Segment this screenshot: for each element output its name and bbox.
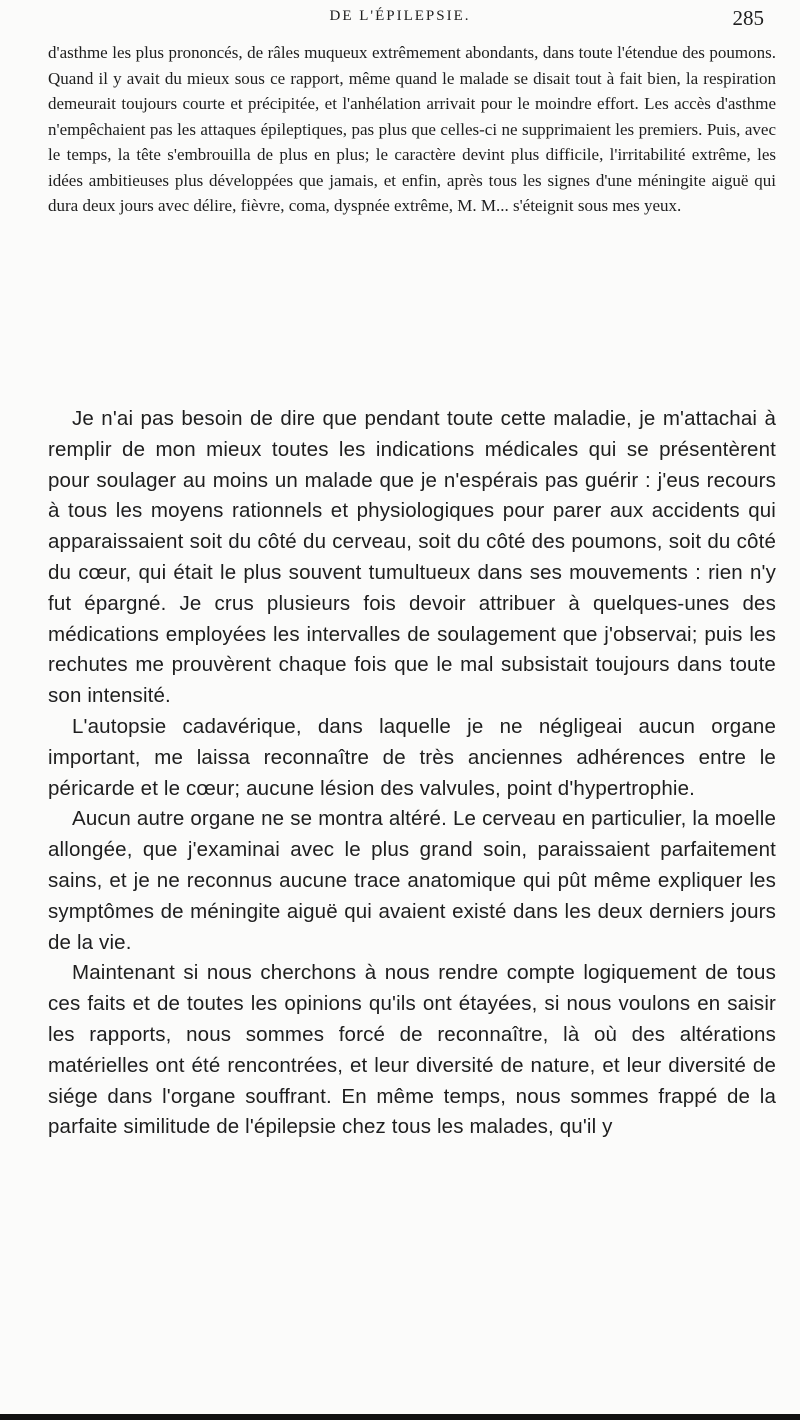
paragraph-other-organs: Aucun autre organe ne se montra altéré. Le cerveau en particulier, la moelle allongée, que j'examinai avec le plus grand soin, paraissaient parfaitement sains, et je ne reconnus aucune trace anatomique qui pût même expliquer les symptômes de méningite aiguë qui avaient existé dans les deux derniers jours de la vie. (48, 807, 776, 954)
main-text-block (48, 404, 776, 1143)
running-title: DE L'ÉPILEPSIE. (329, 8, 471, 24)
page-number: 285 (732, 6, 764, 30)
paragraph-conclusion: Maintenant si nous cherchons à nous rendre compte logiquement de tous ces faits et de toutes les opinions qu'ils ont étayées, si nous voulons en saisir les rapports, nous sommes forcé de reconnaître, là où des altérations matérielles ont été rencontrées, et leur diversité de nature, et leur diversité de siége dans l'organe souffrant. En même temps, nous sommes frappé de la parfaite similitude de l'épilepsie chez tous les malades, qu'il y (48, 961, 776, 1139)
case-continuation-block (48, 40, 776, 219)
paragraph-autopsy: L'autopsie cadavérique, dans laquelle je ne négligeai aucun organe important, me laissa reconnaître de très anciennes adhérences entre le péricarde et le cœur; aucune lésion des valvules, point d'hypertrophie. (48, 714, 776, 800)
paragraph-treatment: Je n'ai pas besoin de dire que pendant toute cette maladie, je m'attachai à remplir de mon mieux toutes les indications médicales qui se présentèrent pour soulager au moins un malade que je n'espérais pas guérir : j'eus recours à tous les moyens rationnels et physiologiques pour parer aux accidents qui apparaissaient soit du côté du cerveau, soit du côté des poumons, soit du côté du cœur, qui était le plus souvent tumultueux dans ses mouvements : rien n'y fut épargné. Je crus plusieurs fois devoir attribuer à quelques-unes des médications employées les intervalles de soulagement que j'observai; puis les rechutes me prouvèrent chaque fois que le mal subsistait toujours dans toute son intensité. (48, 407, 776, 708)
bottom-edge-rule (0, 1414, 800, 1420)
page-header (0, 6, 800, 32)
paragraph-case-history: d'asthme les plus prononcés, de râles muqueux extrêmement abondants, dans toute l'étendue des poumons. Quand il y avait du mieux sous ce rapport, même quand le malade se disait tout à fait bien, la respiration demeurait toujours courte et précipitée, et l'anhélation arrivait pour le moindre effort. Les accès d'asthme n'empêchaient pas les attaques épileptiques, pas plus que celles-ci ne supprimaient les premiers. Puis, avec le temps, la tête s'embrouilla de plus en plus; le caractère devint plus difficile, l'irritabilité extrême, les idées ambitieuses plus développées que jamais, et enfin, après tous les signes d'une méningite aiguë qui dura deux jours avec délire, fièvre, coma, dyspnée extrême, M. M... s'éteignit sous mes yeux. (48, 43, 776, 215)
